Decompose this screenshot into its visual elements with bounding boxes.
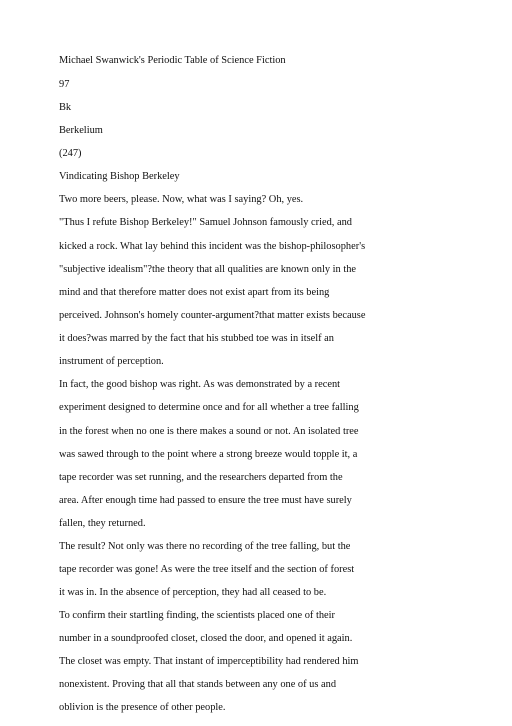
element-atomic-number: 97 bbox=[59, 79, 70, 90]
body-line: tape recorder was gone! As were the tree itself and the section of forest bbox=[59, 564, 355, 575]
body-line: it does?was marred by the fact that his stubbed toe was in itself an bbox=[59, 333, 334, 344]
body-line: fallen, they returned. bbox=[59, 518, 146, 529]
body-line: was sawed through to the point where a strong breeze would topple it, a bbox=[59, 449, 358, 460]
element-atomic-mass: (247) bbox=[59, 148, 82, 159]
body-line: in the forest when no one is there makes a sound or not. An isolated tree bbox=[59, 426, 359, 437]
body-line: experiment designed to determine once and for all whether a tree falling bbox=[59, 402, 359, 413]
element-symbol: Bk bbox=[59, 102, 72, 113]
body-line: area. After enough time had passed to ensure the tree must have surely bbox=[59, 495, 352, 506]
body-line: it was in. In the absence of perception, they had all ceased to be. bbox=[59, 587, 327, 598]
body-line: instrument of perception. bbox=[59, 356, 164, 367]
body-line: "subjective idealism"?the theory that all qualities are known only in the bbox=[59, 264, 357, 275]
body-line: kicked a rock. What lay behind this incident was the bishop-philosopher's bbox=[59, 241, 366, 252]
body-line: In fact, the good bishop was right. As was demonstrated by a recent bbox=[59, 379, 341, 390]
body-line: oblivion is the presence of other people. bbox=[59, 702, 226, 713]
body-line: To confirm their startling finding, the scientists placed one of their bbox=[59, 610, 335, 621]
body-line: tape recorder was set running, and the researchers departed from the bbox=[59, 472, 343, 483]
body-line: Two more beers, please. Now, what was I saying? Oh, yes. bbox=[59, 194, 304, 205]
element-name: Berkelium bbox=[59, 125, 103, 136]
body-line: "Thus I refute Bishop Berkeley!" Samuel Johnson famously cried, and bbox=[59, 217, 353, 228]
body-line: The closet was empty. That instant of imperceptibility had rendered him bbox=[59, 656, 359, 667]
body-line: number in a soundproofed closet, closed the door, and opened it again. bbox=[59, 633, 353, 644]
book-title: Michael Swanwick's Periodic Table of Science Fiction bbox=[59, 55, 286, 66]
body-line: mind and that therefore matter does not exist apart from its being bbox=[59, 287, 330, 298]
body-line: The result? Not only was there no recording of the tree falling, but the bbox=[59, 541, 351, 552]
story-title: Vindicating Bishop Berkeley bbox=[59, 171, 180, 182]
body-line: perceived. Johnson's homely counter-argument?that matter exists because bbox=[59, 310, 366, 321]
body-line: nonexistent. Proving that all that stands between any one of us and bbox=[59, 679, 337, 690]
